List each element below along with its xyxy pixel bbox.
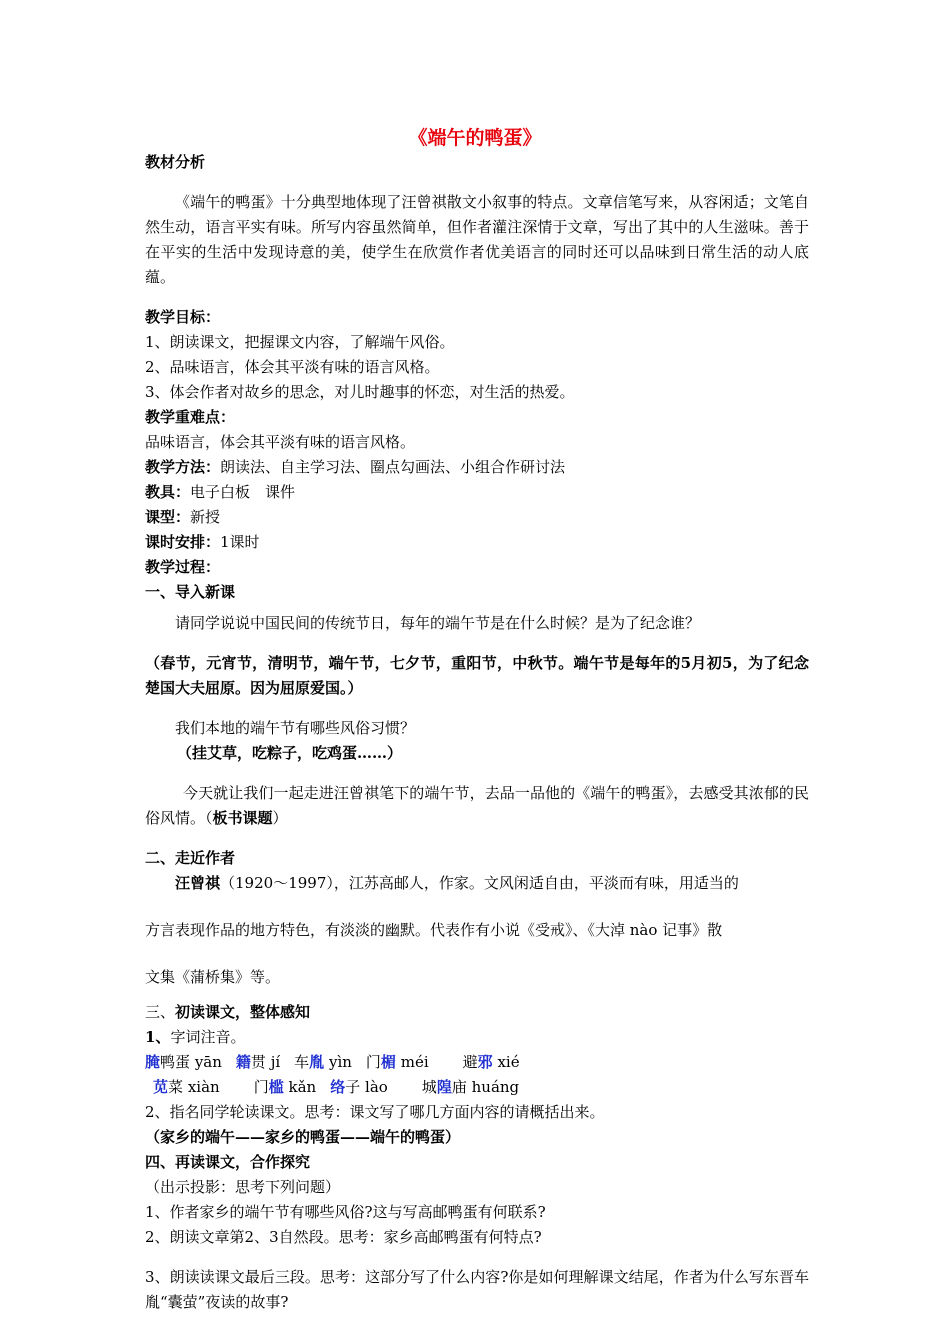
goal-item: 1、朗读课文，把握课文内容，了解端午风俗。: [145, 333, 455, 351]
tools-text: 电子白板 课件: [190, 483, 296, 501]
pinyin-reading: xiàn: [187, 1078, 220, 1096]
part4-question: 2、朗读文章第2、3自然段。思考：家乡高邮鸭蛋有何特点?: [145, 1228, 542, 1246]
part1-heading: 一、导入新课: [145, 583, 236, 601]
pinyin-word: 车: [294, 1053, 310, 1071]
pinyin-row-2: [145, 1075, 809, 1100]
key-heading: 教学重难点：: [145, 408, 236, 426]
method-label: 教学方法：: [145, 458, 221, 476]
pinyin-char: 苋: [153, 1078, 169, 1096]
material-paragraph: 《端午的鸭蛋》十分典型地体现了汪曾祺散文小叙事的特点。文章信笔写来，从容闲适；文笔自然生动，语言平实有味。所写内容虽然简单，但作者灌注深情于文章，写出了其中的人生滋味。善于在平实的生活中发现诗意的美，使学生在欣赏作者优美语言的同时还可以品味到日常生活的动人底蕴。: [145, 193, 809, 286]
type-label: 课型：: [145, 508, 191, 526]
part1-intro-end: ）: [272, 809, 288, 827]
goals-heading: 教学目标：: [145, 308, 221, 326]
pinyin-reading: kǎn: [288, 1078, 317, 1096]
part4-question: 3、朗读读课文最后三段。思考：这部分写了什么内容?你是如何理解课文结尾，作者为什么写东晋车胤“囊萤”夜读的故事?: [145, 1268, 809, 1311]
part4-question: 1、作者家乡的端午节有哪些风俗?这与写高邮鸭蛋有何联系?: [145, 1203, 546, 1221]
pinyin-word: 避: [462, 1053, 478, 1071]
pinyin-char: 胤: [309, 1053, 325, 1071]
method-row: [145, 455, 809, 480]
method-text: 朗读法、自主学习法、圈点勾画法、小组合作研讨法: [220, 458, 566, 476]
part1-intro-bold: 板书课题: [212, 809, 273, 827]
material-heading: 教材分析: [145, 153, 206, 171]
pinyin-word: 门: [253, 1078, 269, 1096]
pinyin-word: 庙: [451, 1078, 467, 1096]
process-heading: 教学过程：: [145, 558, 221, 576]
pinyin-char: 邪: [477, 1053, 493, 1071]
author-line-2: 方言表现作品的地方特色，有淡淡的幽默。代表作有小说《受戒》、《大淖 nào 记事》散: [145, 921, 723, 939]
part1-answer-1: （春节，元宵节，清明节，端午节，七夕节，重阳节，中秋节。端午节是每年的5月初5，为了纪念楚国大夫屈原。因为屈原爱国。）: [145, 654, 809, 697]
pinyin-char: 络: [330, 1078, 346, 1096]
pinyin-char: 槛: [268, 1078, 284, 1096]
pinyin-row-1: [145, 1050, 809, 1075]
pinyin-char: 腌: [145, 1053, 161, 1071]
key-text: 品味语言，体会其平淡有味的语言风格。: [145, 433, 416, 451]
part1-question-1: 请同学说说中国民间的传统节日，每年的端午节是在什么时候？是为了纪念谁？: [175, 614, 701, 632]
pinyin-reading: lào: [365, 1078, 388, 1096]
part3-sub1-text: 字词注音。: [170, 1028, 246, 1046]
author-name: 汪曾祺: [175, 874, 221, 892]
part2-heading: 二、走近作者: [145, 849, 236, 867]
tools-label: 教具：: [145, 483, 191, 501]
pinyin-char: 籍: [235, 1053, 251, 1071]
time-text: 1课时: [220, 533, 260, 551]
part3-sub1-num: 1、: [145, 1028, 171, 1046]
pinyin-reading: yān: [194, 1053, 222, 1071]
pinyin-char: 隍: [436, 1078, 452, 1096]
document-body: [145, 150, 809, 1330]
pinyin-word: 城: [421, 1078, 437, 1096]
goal-item: 3、体会作者对故乡的思念，对儿时趣事的怀恋，对生活的热爱。: [145, 383, 575, 401]
part3-heading: [145, 1000, 809, 1025]
author-line-1: [145, 871, 809, 896]
pinyin-word: 鸭蛋: [160, 1053, 191, 1071]
part3-sub1: [145, 1025, 809, 1050]
tools-row: [145, 480, 809, 505]
part1-answer-2: （挂艾草，吃粽子，吃鸡蛋……）: [177, 744, 403, 762]
pinyin-reading: huáng: [471, 1078, 520, 1096]
pinyin-word: 子: [345, 1078, 361, 1096]
goal-item: 2、品味语言，体会其平淡有味的语言风格。: [145, 358, 440, 376]
part3-sub2: 2、指名同学轮读课文。思考：课文写了哪几方面内容的请概括出来。: [145, 1103, 605, 1121]
part1-intro: [145, 781, 809, 831]
pinyin-word: 贯: [250, 1053, 266, 1071]
pinyin-reading: méi: [400, 1053, 429, 1071]
type-row: [145, 505, 809, 530]
part4-heading: 四、再读课文，合作探究: [145, 1153, 311, 1171]
pinyin-char: 楣: [380, 1053, 396, 1071]
pinyin-reading: jí: [270, 1053, 281, 1071]
part4-note: （出示投影：思考下列问题）: [145, 1178, 341, 1196]
pinyin-word: 门: [365, 1053, 381, 1071]
document-title: 《端午的鸭蛋》: [408, 127, 542, 149]
pinyin-word: 菜: [168, 1078, 184, 1096]
time-label: 课时安排：: [145, 533, 221, 551]
pinyin-reading: xié: [497, 1053, 520, 1071]
type-text: 新授: [190, 508, 221, 526]
part3-answer: （家乡的端午——家乡的鸭蛋——端午的鸭蛋）: [145, 1128, 461, 1146]
part1-question-2: 我们本地的端午节有哪些风俗习惯？: [175, 719, 416, 737]
part1-intro-text: 今天就让我们一起走进汪曾祺笔下的端午节，去品一品他的《端午的鸭蛋》，去感受其浓郁的民俗风情。（: [145, 784, 809, 827]
author-line-3: 文集《蒲桥集》等。: [145, 968, 281, 986]
pinyin-reading: yìn: [328, 1053, 352, 1071]
part3-heading-text: 初读课文，整体感知: [175, 1003, 311, 1021]
time-row: [145, 530, 809, 555]
author-text-1: （1920～1997），江苏高邮人，作家。文风闲适自由，平淡而有味，用适当的: [220, 874, 739, 892]
part3-heading-num: 三、: [145, 1003, 176, 1021]
